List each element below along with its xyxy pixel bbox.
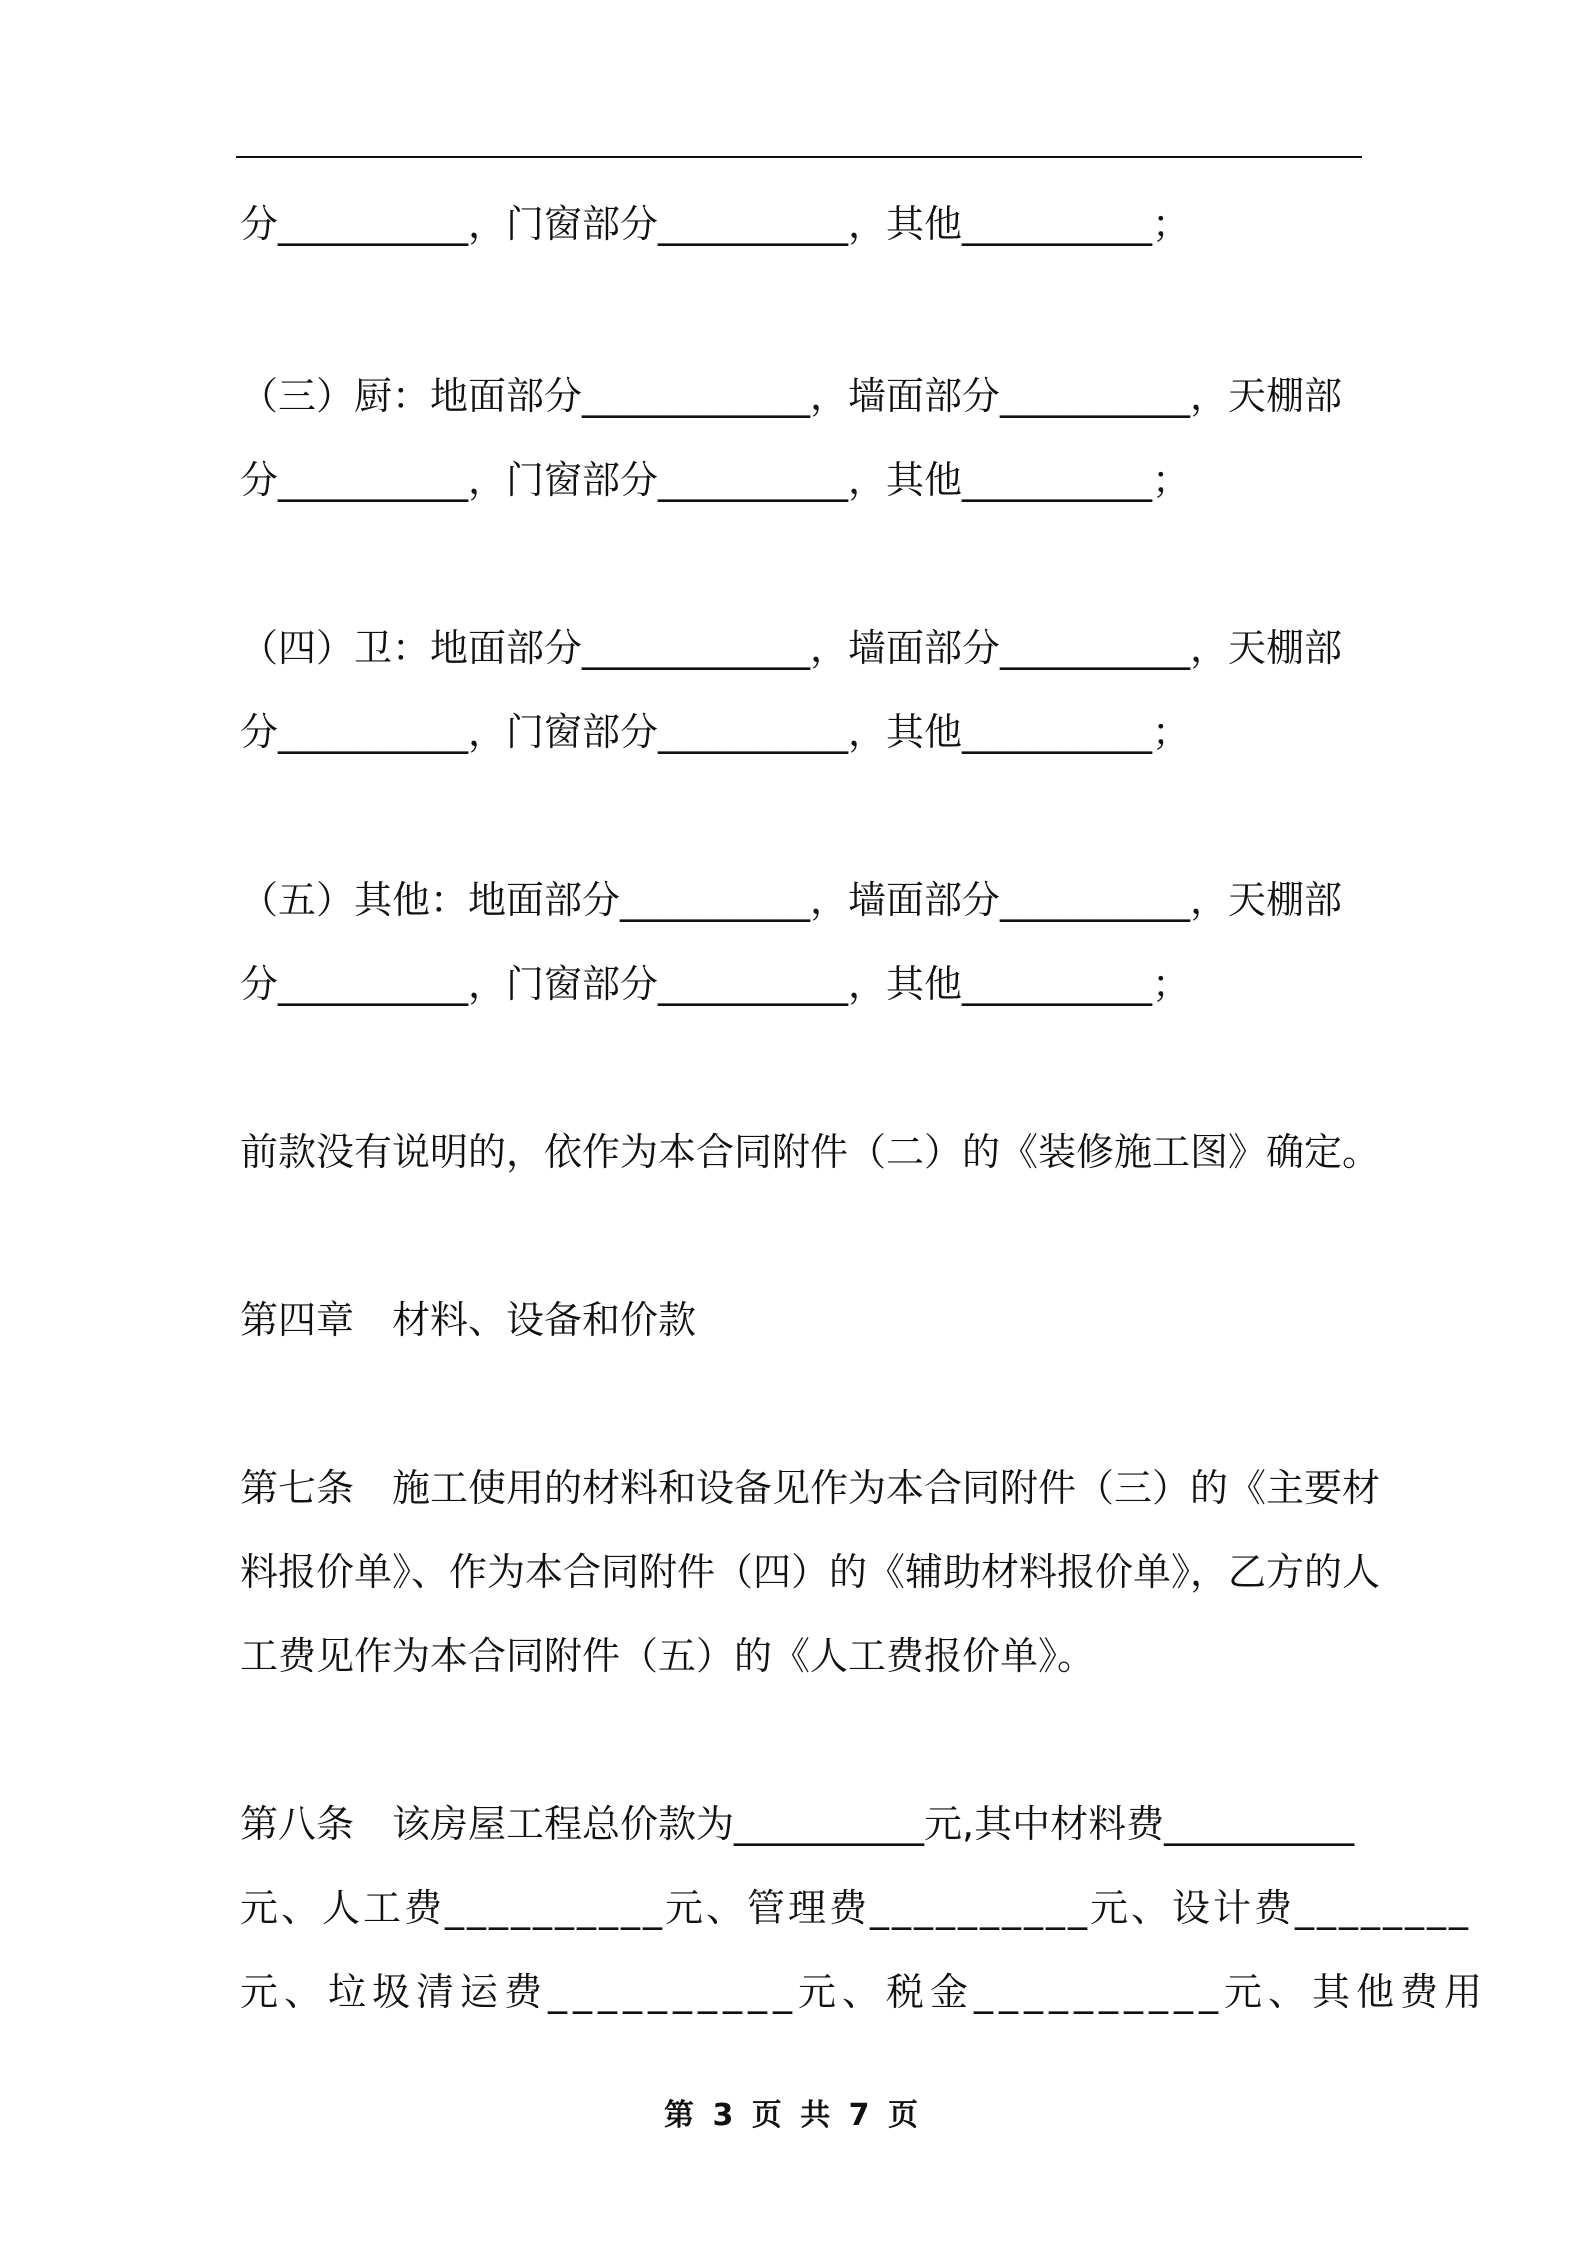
text-line: 第八条 该房屋工程总价款为__________元,其中材料费__________ <box>240 1802 1355 1846</box>
text-line: （三）厨：地面部分____________，墙面部分__________，天棚部 <box>240 374 1343 418</box>
chapter-heading: 第四章 材料、设备和价款 <box>240 1298 697 1342</box>
text-line: 工费见作为本合同附件（五）的《人工费报价单》。 <box>240 1634 1096 1678</box>
header-divider <box>236 156 1362 158</box>
text-line: 分__________，门窗部分__________，其他__________； <box>240 962 1191 1006</box>
text-line: 分__________，门窗部分__________，其他__________； <box>240 458 1191 502</box>
text-line: 料报价单》、作为本合同附件（四）的《辅助材料报价单》，乙方的人 <box>240 1550 1381 1594</box>
text-line: 元、人工费__________元、管理费__________元、设计费________ <box>240 1886 1472 1930</box>
text-line: （五）其他：地面部分__________，墙面部分__________，天棚部 <box>240 878 1343 922</box>
text-line: 元、垃圾清运费__________元、税金__________元、其他费用 <box>240 1970 1489 2014</box>
text-line: 分__________，门窗部分__________，其他__________； <box>240 202 1191 246</box>
text-line: 第七条 施工使用的材料和设备见作为本合同附件（三）的《主要材 <box>240 1466 1381 1510</box>
text-line: 前款没有说明的，依作为本合同附件（二）的《装修施工图》确定。 <box>240 1130 1381 1174</box>
page-number: 第 3 页 共 7 页 <box>664 2098 922 2133</box>
text-line: 分__________，门窗部分__________，其他__________； <box>240 710 1191 754</box>
text-line: （四）卫：地面部分____________，墙面部分__________，天棚部 <box>240 626 1343 670</box>
